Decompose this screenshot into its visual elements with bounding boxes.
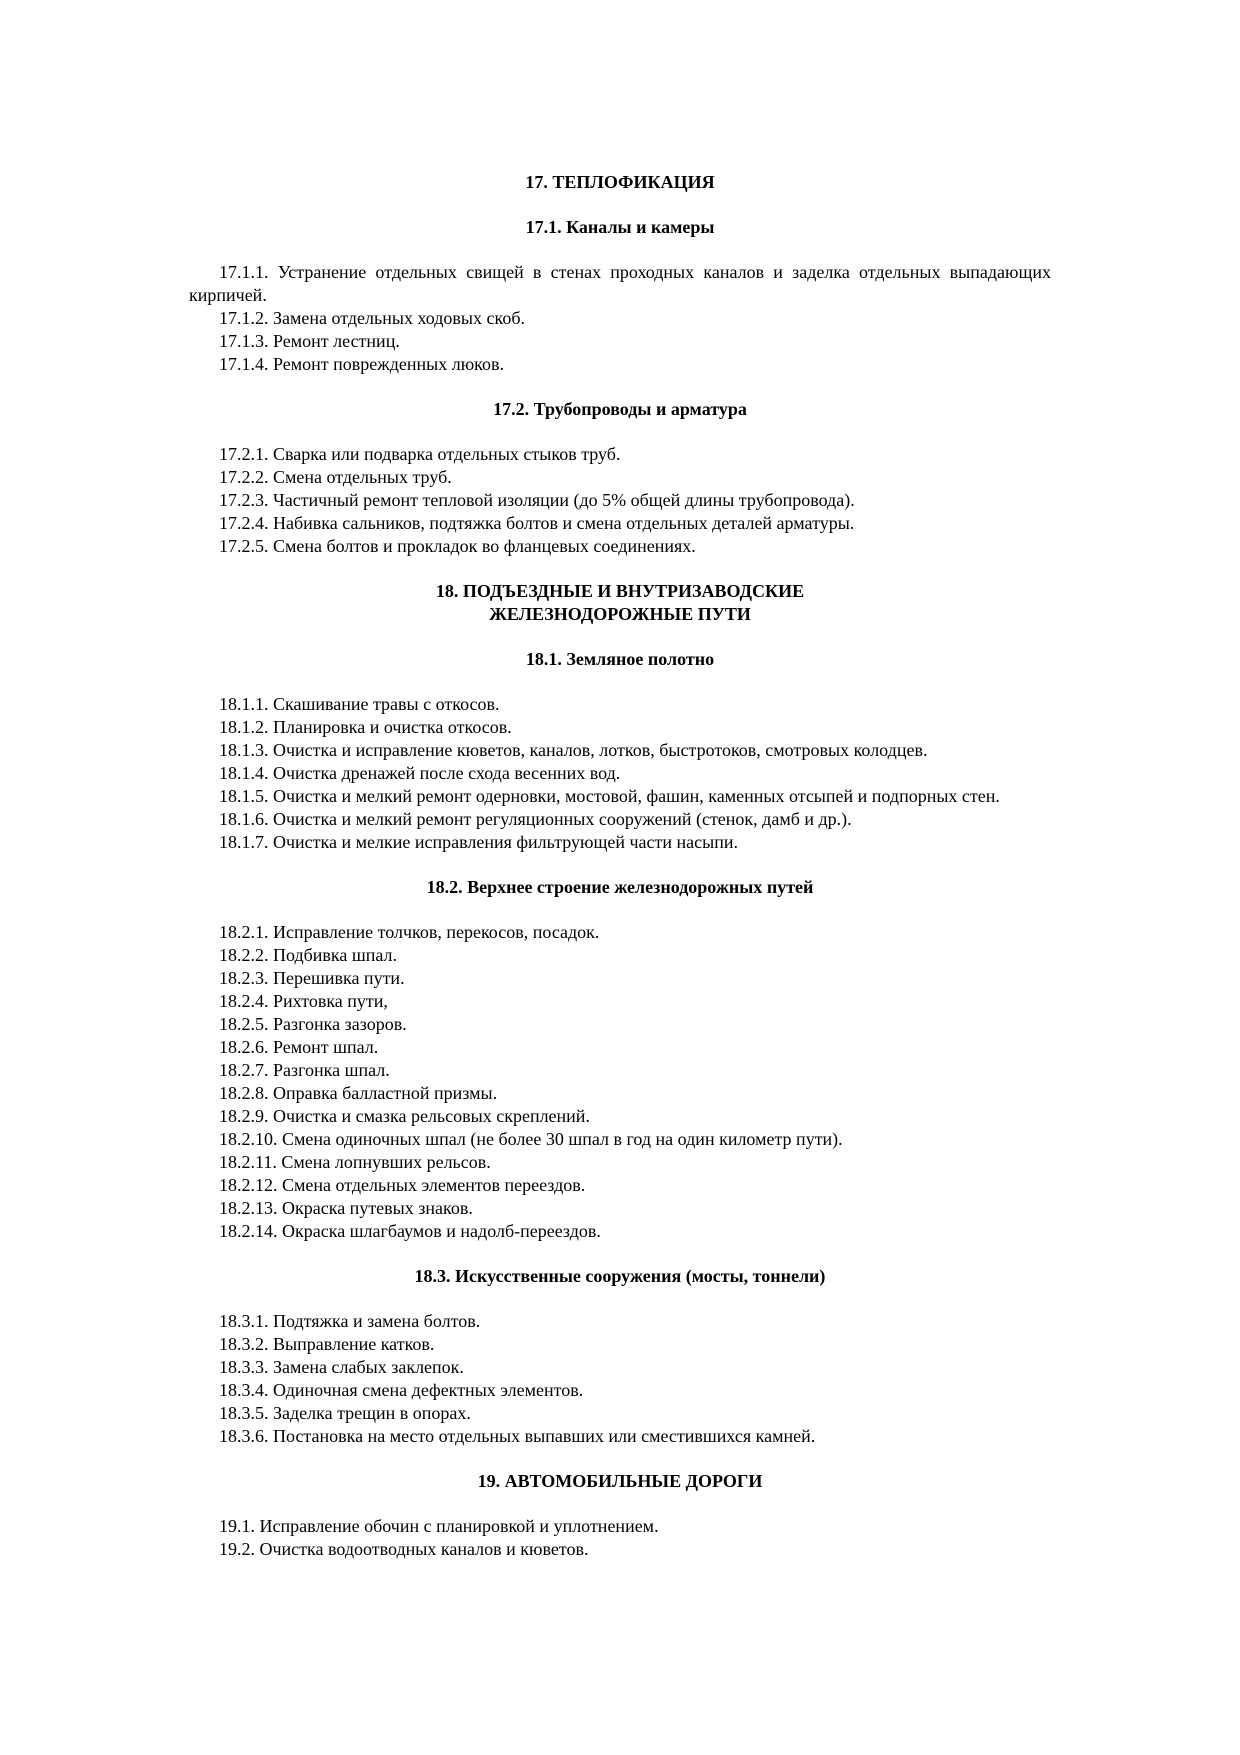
section-18-heading-line1: 18. ПОДЪЕЗДНЫЕ И ВНУТРИЗАВОДСКИЕ (435, 581, 805, 601)
list-item: 18.3.1. Подтяжка и замена болтов. (219, 1311, 481, 1331)
list-item: 17.2.1. Сварка или подварка отдельных стыков труб. (219, 444, 621, 464)
list-item: 18.2.5. Разгонка зазоров. (219, 1014, 407, 1034)
section-18-heading (189, 580, 1051, 626)
list-item: 19.2. Очистка водоотводных каналов и кюветов. (219, 1539, 589, 1559)
list-item: 18.2.3. Перешивка пути. (219, 968, 405, 988)
subsection-18-2-heading: 18.2. Верхнее строение железнодорожных путей (426, 877, 814, 897)
list-item: 18.2.4. Рихтовка пути, (219, 991, 388, 1011)
list-item: 18.1.1. Скашивание травы с откосов. (219, 694, 500, 714)
list-item: 18.2.12. Смена отдельных элементов переездов. (219, 1175, 586, 1195)
list-item: 17.2.3. Частичный ремонт тепловой изоляции (до 5% общей длины трубопровода). (219, 490, 855, 510)
list-item: 18.2.1. Исправление толчков, перекосов, посадок. (219, 922, 600, 942)
list-item: 19.1. Исправление обочин с планировкой и уплотнением. (219, 1516, 659, 1536)
list-item: 17.1.4. Ремонт поврежденных люков. (219, 354, 504, 374)
list-item: 18.2.9. Очистка и смазка рельсовых скреплений. (219, 1106, 590, 1126)
list-item: 17.2.5. Смена болтов и прокладок во фланцевых соединениях. (219, 536, 696, 556)
list-item: 18.1.2. Планировка и очистка откосов. (219, 717, 512, 737)
list-item: 18.2.11. Смена лопнувших рельсов. (219, 1152, 491, 1172)
list-item: 17.2.2. Смена отдельных труб. (219, 467, 452, 487)
section-17-heading: 17. ТЕПЛОФИКАЦИЯ (525, 172, 715, 192)
list-item: 18.2.7. Разгонка шпал. (219, 1060, 390, 1080)
subsection-18-3-heading: 18.3. Искусственные сооружения (мосты, тоннели) (414, 1266, 826, 1286)
section-18-heading-line2: ЖЕЛЕЗНОДОРОЖНЫЕ ПУТИ (489, 604, 751, 624)
list-item: 18.2.2. Подбивка шпал. (219, 945, 398, 965)
list-item: 18.1.6. Очистка и мелкий ремонт регуляционных сооружений (стенок, дамб и др.). (219, 809, 852, 829)
list-item: 18.1.3. Очистка и исправление кюветов, каналов, лотков, быстротоков, смотровых колодцев. (219, 740, 928, 760)
list-item: 17.2.4. Набивка сальников, подтяжка болтов и смена отдельных деталей арматуры. (219, 513, 855, 533)
list-item: 18.2.8. Оправка балластной призмы. (219, 1083, 498, 1103)
subsection-17-1-heading: 17.1. Каналы и камеры (525, 217, 715, 237)
list-item: 18.2.10. Смена одиночных шпал (не более 30 шпал в год на один километр пути). (219, 1129, 843, 1149)
list-item: 18.3.2. Выправление катков. (219, 1334, 435, 1354)
list-item: 17.1.1. Устранение отдельных свищей в стенах проходных каналов и заделка отдельных выпадающих кирпичей. (189, 262, 1051, 305)
list-item: 17.1.3. Ремонт лестниц. (219, 331, 400, 351)
list-item: 18.2.14. Окраска шлагбаумов и надолб-переездов. (219, 1221, 601, 1241)
list-item: 18.3.3. Замена слабых заклепок. (219, 1357, 464, 1377)
list-item: 18.2.13. Окраска путевых знаков. (219, 1198, 473, 1218)
list-item: 18.3.6. Постановка на место отдельных выпавших или сместившихся камней. (219, 1426, 816, 1446)
list-item: 18.1.4. Очистка дренажей после схода весенних вод. (219, 763, 621, 783)
list-item: 18.3.4. Одиночная смена дефектных элементов. (219, 1380, 584, 1400)
subsection-18-1-heading: 18.1. Земляное полотно (525, 649, 715, 669)
section-19-heading: 19. АВТОМОБИЛЬНЫЕ ДОРОГИ (477, 1471, 763, 1491)
list-item: 17.1.2. Замена отдельных ходовых скоб. (219, 308, 525, 328)
list-item: 18.1.7. Очистка и мелкие исправления фильтрующей части насыпи. (219, 832, 738, 852)
subsection-17-2-heading: 17.2. Трубопроводы и арматура (493, 399, 747, 419)
list-item: 18.1.5. Очистка и мелкий ремонт одерновки, мостовой, фашин, каменных отсыпей и подпорных стен. (219, 786, 1000, 806)
list-item: 18.3.5. Заделка трещин в опорах. (219, 1403, 471, 1423)
list-item: 18.2.6. Ремонт шпал. (219, 1037, 379, 1057)
